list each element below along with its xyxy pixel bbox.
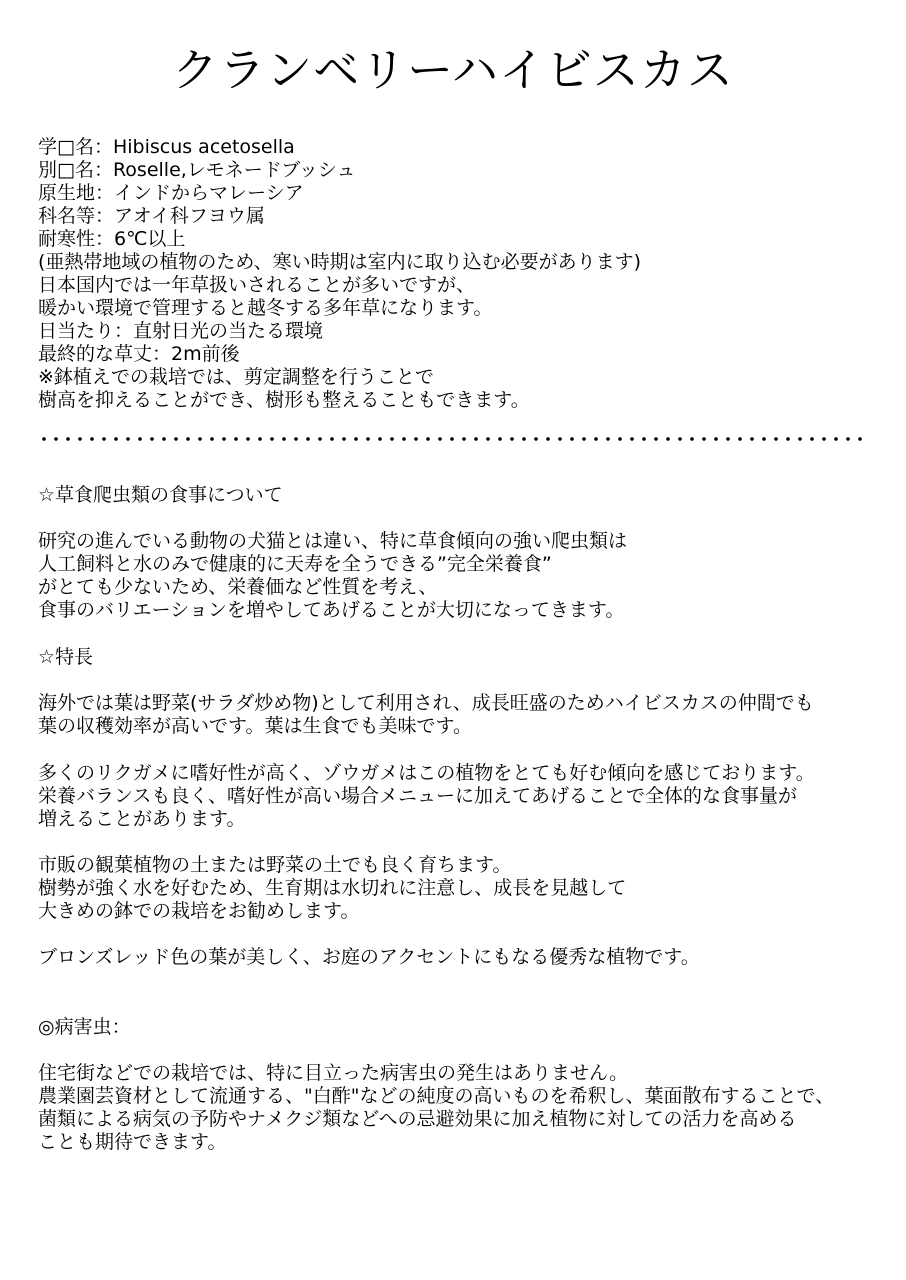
sunlight: 日当たり：直射日光の当たる環境 <box>38 320 324 342</box>
features-line: ブロンズレッド色の葉が美しく、お庭のアクセントにもなる優秀な植物です。 <box>38 946 700 968</box>
cold-hardiness: 耐寒性：6℃以上 <box>38 228 186 250</box>
features-line: 増えることがあります。 <box>38 808 246 830</box>
features-heading: ☆特長 <box>38 646 94 668</box>
features-line: 葉の収穫効率が高いです。葉は生食でも美味です。 <box>38 715 472 737</box>
features-line: 大きめの鉢での栽培をお勧めします。 <box>38 900 360 922</box>
diet-heading: ☆草食爬虫類の食事について <box>38 484 283 506</box>
pests-line: ことも期待できます。 <box>38 1131 227 1153</box>
family-genus: 科名等：アオイ科フヨウ属 <box>38 205 265 227</box>
pruning-note-line1: ※鉢植えでの栽培では、剪定調整を行うことで <box>38 366 434 388</box>
pruning-note-line2: 樹高を抑えることができ、樹形も整えることもできます。 <box>38 389 530 411</box>
pests-line: 菌類による病気の予防やナメクジ類などへの忌避効果に加え植物に対しての活力を高める <box>38 1108 797 1130</box>
diet-line: 人工飼料と水のみで健康的に天寿を全うできる”完全栄養食” <box>38 553 552 575</box>
annual-note-line2: 暖かい環境で管理すると越冬する多年草になります。 <box>38 297 493 319</box>
features-line: 樹勢が強く水を好むため、生育期は水切れに注意し、成長を見越して <box>38 877 627 899</box>
dotted-divider <box>38 436 870 442</box>
features-line: 多くのリクガメに嗜好性が高く、ゾウガメはこの植物をとても好む傾向を感じております。 <box>38 762 815 784</box>
alternate-name: 別□名：Roselle,レモネードブッシュ <box>38 159 356 181</box>
pests-line: 住宅街などでの栽培では、特に目立った病害虫の発生はありません。 <box>38 1062 629 1084</box>
native-region: 原生地：インドからマレーシア <box>38 182 304 204</box>
pests-heading: ◎病害虫： <box>38 1016 131 1038</box>
final-height: 最終的な草丈：2m前後 <box>38 343 240 365</box>
scientific-name: 学□名：Hibiscus acetosella <box>38 136 295 158</box>
features-line: 海外では葉は野菜(サラダ炒め物)として利用され、成長旺盛のためハイビスカスの仲間でも <box>38 692 814 714</box>
diet-line: がとても少ないため、栄養価など性質を考え、 <box>38 576 438 598</box>
page-title: クランベリーハイビスカス <box>172 43 734 97</box>
diet-line: 食事のバリエーションを増やしてあげることが大切になってきます。 <box>38 599 625 621</box>
hardiness-note: (亜熱帯地域の植物のため、寒い時期は室内に取り込む必要があります) <box>38 251 642 273</box>
features-line: 栄養バランスも良く、嗜好性が高い場合メニューに加えてあげることで全体的な食事量が <box>38 785 798 807</box>
features-line: 市販の観葉植物の土または野菜の土でも良く育ちます。 <box>38 854 512 876</box>
diet-line: 研究の進んでいる動物の犬猫とは違い、特に草食傾向の強い爬虫類は <box>38 530 628 552</box>
annual-note-line1: 日本国内では一年草扱いされることが多いですが、 <box>38 274 476 296</box>
pests-line: 農業園芸資材として流通する、"白酢"などの純度の高いものを希釈し、葉面散布することで、 <box>38 1085 835 1107</box>
